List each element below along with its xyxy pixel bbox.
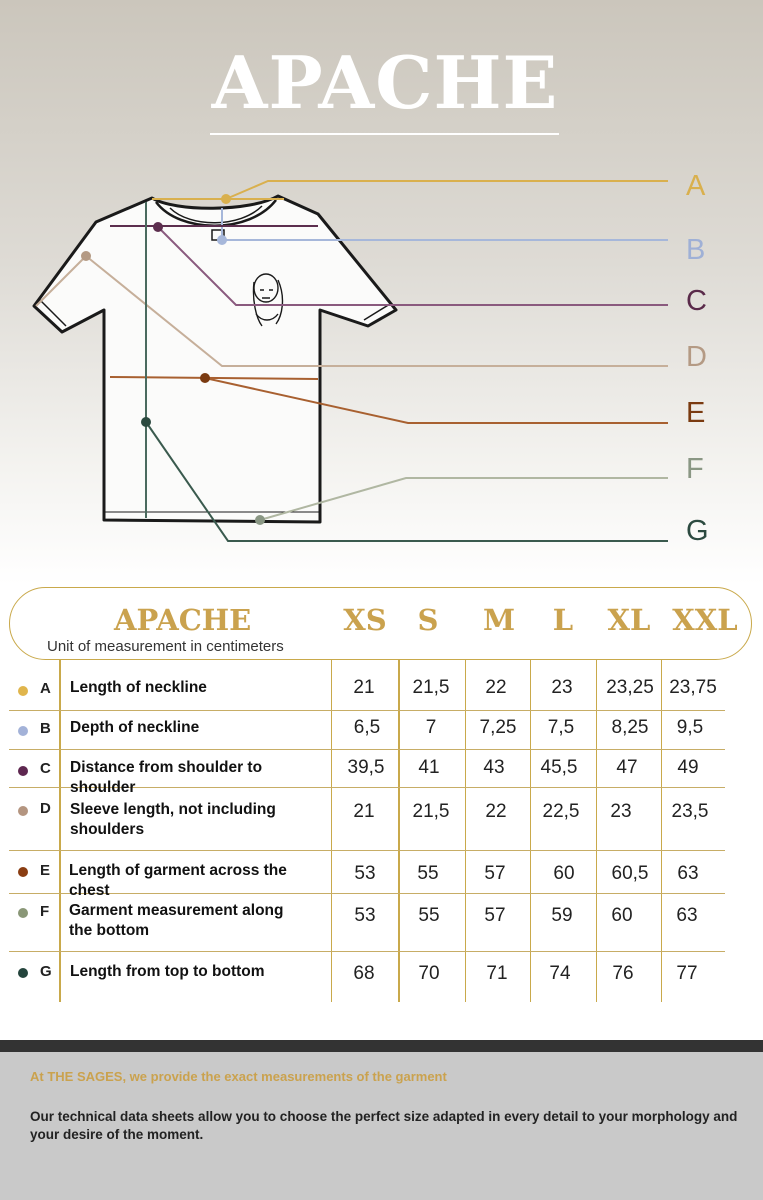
size-table-title: APACHE bbox=[114, 603, 252, 637]
footer-heading: At THE SAGES, we provide the exact measurements of the garment bbox=[30, 1069, 447, 1084]
row-a-xs: 21 bbox=[353, 677, 375, 698]
marker-b bbox=[217, 235, 227, 245]
marker-f bbox=[255, 515, 265, 525]
row-a-dot bbox=[18, 686, 28, 696]
size-head-xs: XS bbox=[343, 603, 387, 637]
row-d-xs: 21 bbox=[353, 801, 375, 822]
row-c-s: 41 bbox=[418, 757, 440, 778]
row-g-m: 71 bbox=[486, 963, 508, 984]
row-f-dot bbox=[18, 908, 28, 918]
diagram-letter-d: D bbox=[686, 341, 707, 373]
row-b-s: 7 bbox=[425, 717, 437, 738]
marker-c bbox=[153, 222, 163, 232]
row-d-m: 22 bbox=[485, 801, 507, 822]
row-b-m: 7,25 bbox=[479, 717, 517, 738]
row-c-xxl: 49 bbox=[677, 757, 699, 778]
size-head-xl: XL bbox=[607, 603, 651, 637]
diagram-letter-e: E bbox=[686, 397, 706, 429]
row-g-xxl: 77 bbox=[676, 963, 698, 984]
row-e-dot bbox=[18, 867, 28, 877]
size-head-s: S bbox=[417, 603, 439, 637]
row-e-s: 55 bbox=[417, 863, 439, 884]
marker-g bbox=[141, 417, 151, 427]
size-table-subtitle: Unit of measurement in centimeters bbox=[47, 638, 284, 655]
row-e-code: E bbox=[40, 862, 51, 879]
row-b-l: 7,5 bbox=[547, 717, 575, 738]
row-a-xl: 23,25 bbox=[606, 677, 654, 698]
row-a-m: 22 bbox=[485, 677, 507, 698]
row-c-xs: 39,5 bbox=[347, 757, 385, 778]
row-c-m: 43 bbox=[483, 757, 505, 778]
row-d-xxl: 23,5 bbox=[671, 801, 709, 822]
title-underline bbox=[210, 133, 559, 135]
row-d-dot bbox=[18, 806, 28, 816]
row-g-label: Length from top to bottom bbox=[70, 963, 265, 980]
row-b-label: Depth of neckline bbox=[70, 719, 200, 736]
row-a-label: Length of neckline bbox=[70, 679, 207, 696]
diagram-letter-a: A bbox=[686, 170, 706, 202]
row-e-xs: 53 bbox=[354, 863, 376, 884]
row-c-code: C bbox=[40, 760, 51, 777]
row-b-xxl: 9,5 bbox=[676, 717, 704, 738]
diagram-letter-g: G bbox=[686, 515, 709, 547]
row-a-l: 23 bbox=[551, 677, 573, 698]
diagram-letter-f: F bbox=[686, 453, 704, 485]
row-f-xxl: 63 bbox=[676, 905, 698, 926]
row-f-s: 55 bbox=[418, 905, 440, 926]
row-a-code: A bbox=[40, 680, 51, 697]
row-f-code: F bbox=[40, 903, 50, 920]
size-head-m: M bbox=[482, 603, 516, 637]
row-c-l: 45,5 bbox=[540, 757, 578, 778]
row-g-xl: 76 bbox=[612, 963, 634, 984]
row-f-m: 57 bbox=[484, 905, 506, 926]
row-d-xl: 23 bbox=[610, 801, 632, 822]
row-g-code: G bbox=[40, 963, 52, 980]
page-title: APACHE bbox=[211, 40, 559, 125]
size-head-l: L bbox=[552, 603, 574, 637]
row-g-xs: 68 bbox=[353, 963, 375, 984]
row-b-xl: 8,25 bbox=[611, 717, 649, 738]
footer-divider bbox=[0, 1040, 763, 1052]
tshirt-outline bbox=[34, 196, 396, 522]
footer-text: Our technical data sheets allow you to choose the perfect size adapted in every detail to your morphology and your desire of the moment. bbox=[30, 1109, 738, 1142]
tshirt-diagram bbox=[0, 150, 763, 550]
marker-a bbox=[221, 194, 231, 204]
row-g-dot bbox=[18, 968, 28, 978]
row-c-label: Distance from shoulder to shoulder bbox=[70, 759, 263, 796]
row-e-xl: 60,5 bbox=[611, 863, 649, 884]
row-g-s: 70 bbox=[418, 963, 440, 984]
row-f-l: 59 bbox=[551, 905, 573, 926]
row-d-s: 21,5 bbox=[412, 801, 450, 822]
row-b-code: B bbox=[40, 720, 51, 737]
row-d-label: Sleeve length, not including shoulders bbox=[70, 801, 276, 838]
row-c-xl: 47 bbox=[616, 757, 638, 778]
row-b-dot bbox=[18, 726, 28, 736]
row-e-m: 57 bbox=[484, 863, 506, 884]
diagram-letter-b: B bbox=[686, 234, 706, 266]
row-d-l: 22,5 bbox=[542, 801, 580, 822]
row-f-xl: 60 bbox=[611, 905, 633, 926]
size-head-xxl: XXL bbox=[672, 603, 738, 637]
row-c-dot bbox=[18, 766, 28, 776]
row-e-label: Length of garment across the chest bbox=[69, 862, 287, 899]
marker-d bbox=[81, 251, 91, 261]
row-a-s: 21,5 bbox=[412, 677, 450, 698]
row-b-xs: 6,5 bbox=[353, 717, 381, 738]
row-f-xs: 53 bbox=[354, 905, 376, 926]
row-d-code: D bbox=[40, 800, 51, 817]
row-g-l: 74 bbox=[549, 963, 571, 984]
row-f-label: Garment measurement along the bottom bbox=[69, 902, 284, 939]
row-a-xxl: 23,75 bbox=[669, 677, 717, 698]
row-e-xxl: 63 bbox=[677, 863, 699, 884]
diagram-letter-c: C bbox=[686, 285, 707, 317]
marker-e bbox=[200, 373, 210, 383]
row-e-l: 60 bbox=[553, 863, 575, 884]
